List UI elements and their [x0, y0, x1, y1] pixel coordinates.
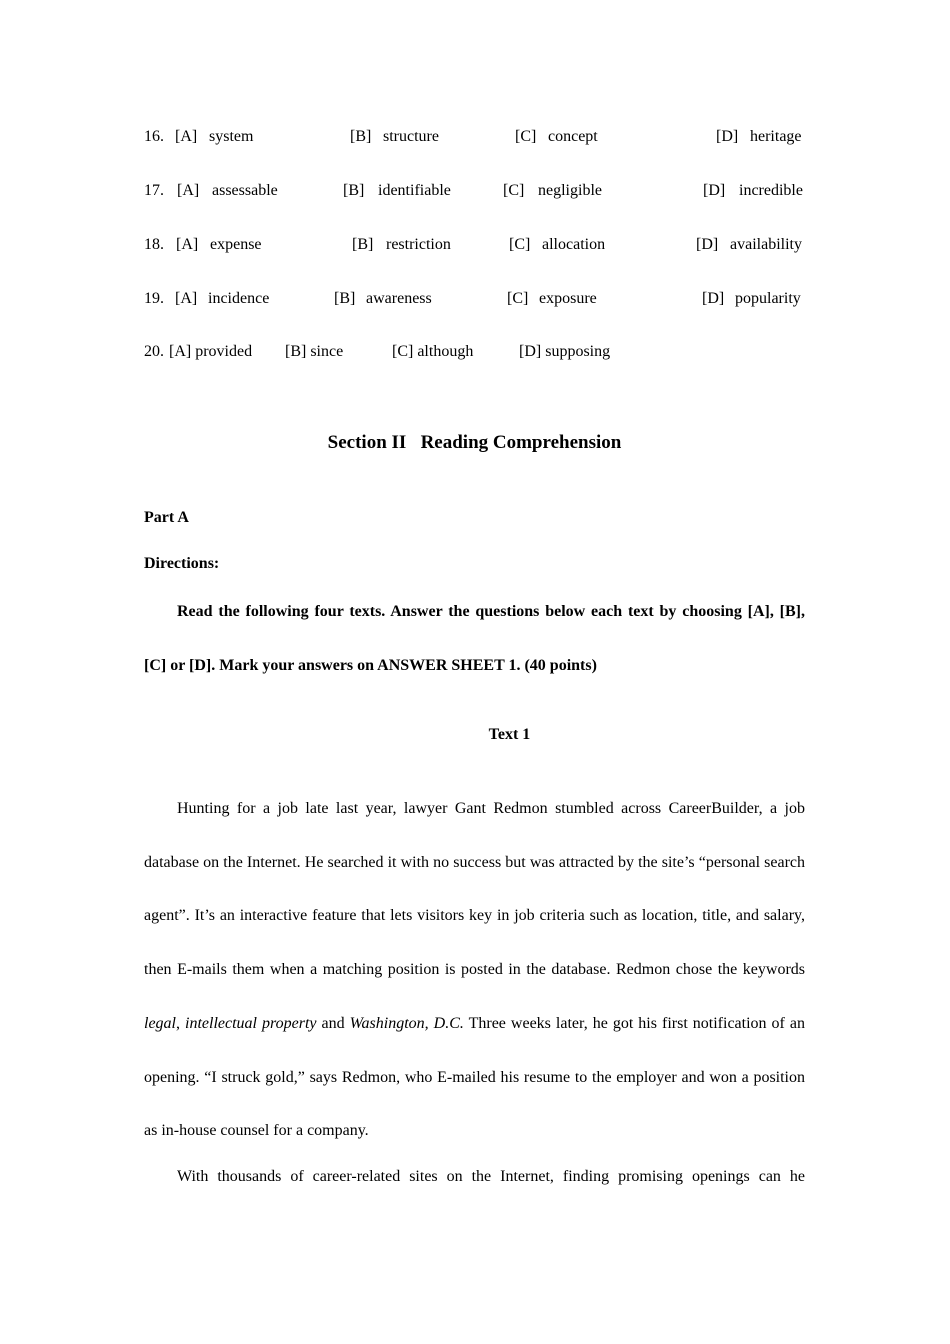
option-d-text: incredible	[739, 182, 803, 199]
option-a-label: [A]	[176, 236, 199, 253]
option-c-label: [C]	[509, 236, 531, 253]
directions-label: Directions:	[144, 555, 220, 572]
option-c: [C] although	[392, 343, 474, 360]
para1-part1: Hunting for a job late last year, lawyer Gant Redmon stumbled across CareerBuilder, a job database on the Internet. He searched it with no success but was attracted by the site’s “personal search agent”. It’s an interactive feature that lets visitors key in job criteria such as location, title, and salary, then E-mails them when a matching position is posted in the database. Redmon chose the keywords	[144, 800, 805, 979]
option-c-text: exposure	[539, 290, 597, 307]
option-d-label: [D]	[716, 128, 739, 145]
option-a-text: incidence	[208, 290, 270, 307]
text-title: Text 1	[488, 726, 531, 743]
option-d-text: heritage	[750, 128, 802, 145]
option-c-label: [C]	[507, 290, 529, 307]
option-c-label: [C]	[515, 128, 537, 145]
para1-comma: ,	[176, 1014, 186, 1032]
option-c-label: [C]	[503, 182, 525, 199]
option-row-16	[144, 126, 805, 148]
option-c-text: negligible	[538, 182, 602, 199]
paragraph-2: With thousands of career-related sites on the Internet, finding promising openings can he	[177, 1168, 805, 1185]
option-a-text: assessable	[212, 182, 278, 199]
option-a: [A] provided	[169, 343, 253, 360]
option-d-label: [D]	[702, 290, 725, 307]
option-d-text: popularity	[735, 290, 801, 307]
option-d: [D] supposing	[519, 343, 611, 360]
keyword-washington: Washington, D.C.	[349, 1014, 464, 1032]
option-b-label: [B]	[334, 290, 356, 307]
option-row-20	[144, 341, 805, 363]
para1-part2: Three weeks later, he got his first notification of an opening. “I struck gold,” says Redmon, who E-mailed his resume to the employer and won a position as in-house counsel for a company.	[144, 1014, 805, 1140]
option-row-19	[144, 288, 805, 310]
keyword-intellectual-property: intellectual property	[185, 1014, 317, 1032]
question-number: 19.	[144, 290, 164, 307]
part-label: Part A	[144, 509, 189, 526]
document-page	[144, 0, 805, 1344]
question-number: 17.	[144, 182, 164, 199]
section-title: Section II Reading Comprehension	[327, 432, 622, 453]
option-a-label: [A]	[177, 182, 200, 199]
option-a-label: [A]	[175, 290, 198, 307]
option-d-label: [D]	[696, 236, 719, 253]
option-b-text: structure	[383, 128, 439, 145]
directions-text: Read the following four texts. Answer the questions below each text by choosing [A], [B], [C] or [D]. Mark your answers on ANSWER SHEET 1. (40 points)	[144, 603, 805, 674]
option-row-17	[144, 180, 805, 202]
option-c-text: allocation	[542, 236, 606, 253]
option-d-text: availability	[730, 236, 802, 253]
option-c-text: concept	[548, 128, 598, 145]
option-b-text: restriction	[386, 236, 451, 253]
option-row-18	[144, 234, 805, 256]
option-b-label: [B]	[350, 128, 372, 145]
option-a-text: system	[209, 128, 254, 145]
option-b-text: awareness	[366, 290, 432, 307]
para1-and: and	[316, 1014, 350, 1032]
question-number: 16.	[144, 128, 164, 145]
question-number: 18.	[144, 236, 164, 253]
option-b: [B] since	[285, 343, 344, 360]
option-a-text: expense	[210, 236, 262, 253]
keyword-legal: legal	[144, 1014, 176, 1032]
paragraph-1	[144, 782, 805, 1158]
option-b-label: [B]	[352, 236, 374, 253]
option-b-label: [B]	[343, 182, 365, 199]
question-number: 20.	[144, 343, 164, 360]
option-b-text: identifiable	[378, 182, 451, 199]
option-d-label: [D]	[703, 182, 726, 199]
option-a-label: [A]	[175, 128, 198, 145]
